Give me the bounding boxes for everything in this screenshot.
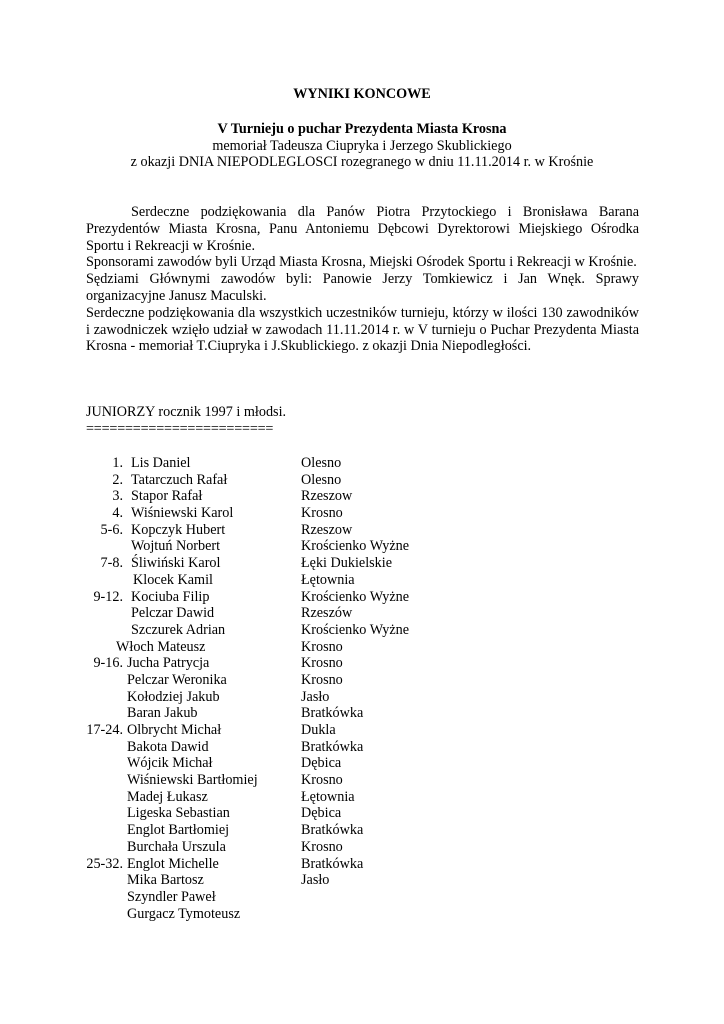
player-name: Tatarczuch Rafał (131, 471, 228, 488)
player-name: Wiśniewski Karol (131, 505, 234, 522)
player-name: Gurgacz Tymoteusz (127, 905, 241, 922)
player-name: Jucha Patrycja (127, 655, 210, 672)
result-rank: 2. (112, 471, 123, 488)
referees-paragraph: Sędziami Głównymi zawodów byli: Panowie Jerzy Tomkiewicz i Jan Wnęk. Sprawy organizacyjne Janusz Maculski. (86, 271, 639, 304)
separator-line: ======================== (86, 421, 274, 437)
result-rank: 17-24. (86, 722, 123, 738)
player-city: Bratkówka (301, 822, 364, 839)
player-name: Bakota Dawid (127, 738, 209, 755)
table-row (0, 906, 724, 923)
player-name: Mika Bartosz (127, 872, 204, 889)
table-row (0, 772, 724, 789)
result-rank: 5-6. (100, 521, 123, 538)
table-row (0, 889, 724, 906)
result-rank: 1. (112, 455, 123, 471)
table-row (0, 689, 724, 706)
thanks-paragraph: Serdeczne podziękowania dla Panów Piotra Przytockiego i Bronisława Barana Prezydentów Miasta Krosna, Panu Antoniemu Dębcowi Dyrektorowi Miejskiego Ośrodka Sportu i Rekreacji w Krośnie. (86, 204, 639, 254)
participants-paragraph: Serdeczne podziękowania dla wszystkich uczestników turnieju, którzy w ilości 130 zawodników i zawodniczek wzięło udział w zawodach 11.11.2014 r. w V turnieju o Puchar Prezydenta Miasta Krosna - memoriał T.Ciupryka i J.Skublickiego. z okazji Dnia Niepodległości. (86, 304, 639, 355)
sponsors-paragraph: Sponsorami zawodów byli Urząd Miasta Krosna, Miejski Ośrodek Sportu i Rekreacji w Krośnie. (86, 254, 637, 271)
table-row (0, 872, 724, 889)
player-name: Śliwiński Karol (131, 555, 221, 572)
player-name: Szczurek Adrian (131, 621, 226, 638)
player-city: Dukla (301, 722, 336, 738)
table-row (0, 822, 724, 839)
player-city: Łęki Dukielskie (301, 555, 393, 572)
table-row (0, 755, 724, 772)
player-city: Bratkówka (301, 705, 364, 722)
occasion-line: z okazji DNIA NIEPODLEGLOSCI rozegranego w dniu 11.11.2014 r. w Krośnie (130, 154, 594, 170)
table-row (0, 472, 724, 489)
player-city: Jasło (301, 688, 330, 705)
result-rank: 9-16. (93, 655, 123, 672)
table-row (0, 589, 724, 606)
player-name: Kopczyk Hubert (131, 521, 226, 538)
player-name: Madej Łukasz (127, 788, 208, 805)
table-row (0, 856, 724, 873)
table-row (0, 455, 724, 472)
player-city: Dębica (301, 805, 342, 822)
player-city: Krosno (301, 638, 343, 655)
table-row (0, 805, 724, 822)
player-name: Pelczar Weronika (127, 671, 227, 688)
player-city: Krosno (301, 671, 343, 688)
player-name: Pelczar Dawid (131, 605, 215, 622)
table-row (0, 622, 724, 639)
player-city: Rzeszow (301, 521, 353, 538)
table-row (0, 839, 724, 856)
result-rank: 9-12. (93, 588, 123, 605)
player-city: Rzeszów (301, 605, 353, 622)
player-name: Włoch Mateusz (116, 638, 206, 655)
player-name: Englot Michelle (127, 855, 219, 872)
table-row (0, 522, 724, 539)
player-name: Lis Daniel (131, 455, 191, 471)
player-name: Stapor Rafał (131, 488, 203, 505)
document-title: WYNIKI KONCOWE (293, 86, 431, 102)
player-city: Krościenko Wyżne (301, 588, 410, 605)
player-name: Wójcik Michał (127, 755, 213, 772)
player-city: Rzeszow (301, 488, 353, 505)
player-city: Olesno (301, 471, 342, 488)
table-row (0, 505, 724, 522)
player-name: Olbrycht Michał (127, 722, 222, 738)
table-row (0, 555, 724, 572)
player-city: Krosno (301, 655, 343, 672)
player-city: Krościenko Wyżne (301, 538, 410, 555)
player-city: Dębica (301, 755, 342, 772)
tournament-subtitle: V Turnieju o puchar Prezydenta Miasta Krosna (217, 121, 507, 137)
player-name: Kołodziej Jakub (127, 688, 220, 705)
result-rank: 25-32. (86, 855, 123, 872)
player-name: Szyndler Paweł (127, 888, 216, 905)
table-row (0, 789, 724, 806)
player-name: Baran Jakub (127, 705, 198, 722)
table-row (0, 488, 724, 505)
player-city: Olesno (301, 455, 342, 471)
table-row (0, 538, 724, 555)
player-city: Bratkówka (301, 738, 364, 755)
table-row (0, 672, 724, 689)
player-name: Kociuba Filip (131, 588, 210, 605)
table-row (0, 655, 724, 672)
table-row (0, 739, 724, 756)
player-city: Krosno (301, 505, 343, 522)
player-name: Wiśniewski Bartłomiej (127, 772, 258, 789)
result-rank: 3. (112, 488, 123, 505)
player-city: Jasło (301, 872, 330, 889)
table-row (0, 722, 724, 739)
table-row (0, 605, 724, 622)
result-rank: 4. (112, 505, 123, 522)
category-heading: JUNIORZY rocznik 1997 i młodsi. (86, 404, 287, 420)
memorial-line: memoriał Tadeusza Ciupryka i Jerzego Skublickiego (212, 138, 512, 154)
player-city: Krosno (301, 772, 343, 789)
table-row (0, 639, 724, 656)
player-name: Ligeska Sebastian (127, 805, 230, 822)
player-city: Łętownia (301, 571, 355, 588)
table-row (0, 572, 724, 589)
player-city: Krościenko Wyżne (301, 621, 410, 638)
result-rank: 7-8. (100, 555, 123, 572)
player-name: Wojtuń Norbert (131, 538, 221, 555)
player-name: Burchała Urszula (127, 838, 226, 855)
player-city: Łętownia (301, 788, 355, 805)
player-city: Krosno (301, 838, 343, 855)
player-name: Englot Bartłomiej (127, 822, 230, 839)
table-row (0, 705, 724, 722)
results-list (0, 455, 724, 922)
acknowledgements-text (86, 204, 639, 355)
player-name: Klocek Kamil (133, 571, 213, 588)
player-city: Bratkówka (301, 855, 364, 872)
